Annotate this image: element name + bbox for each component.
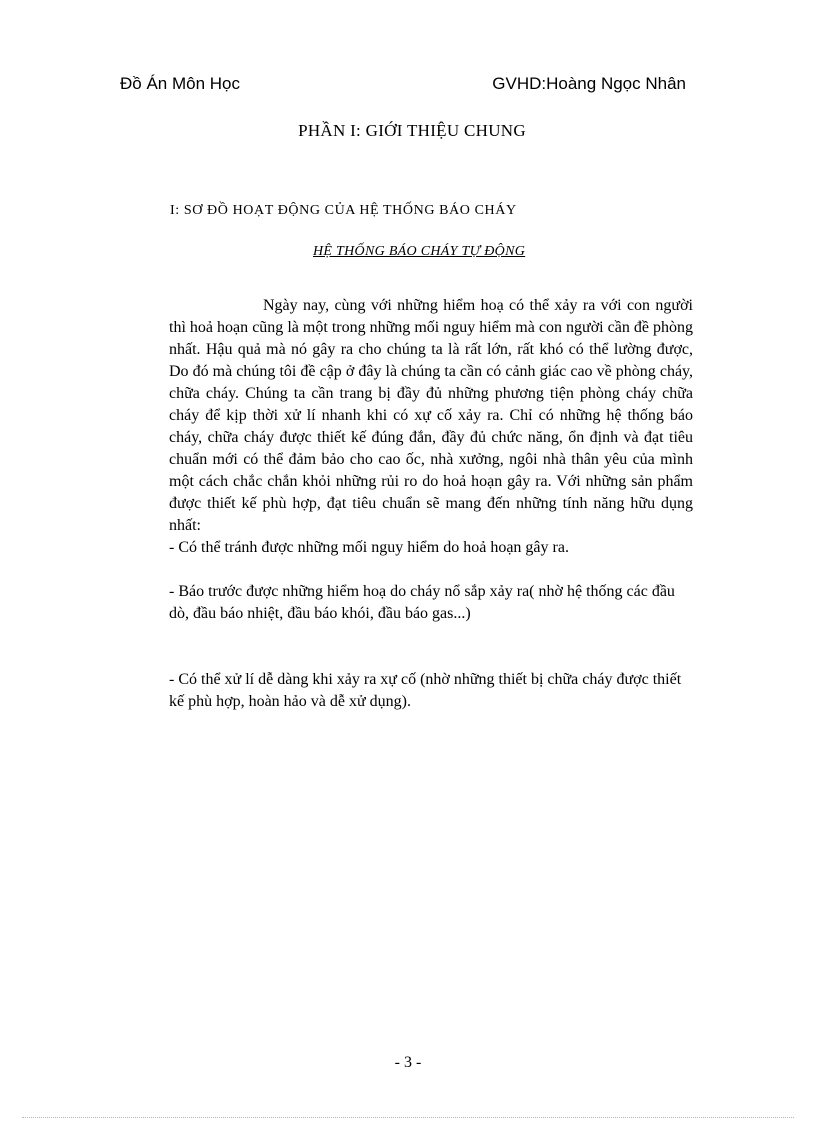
intro-paragraph: Ngày nay, cùng với những hiểm hoạ có thể xảy ra với con người thì hoả hoạn cũng là một trong những mối nguy hiểm mà con người cần đề phòng nhất. Hậu quả mà nó gây ra cho chúng ta là rất lớn, rất khó có thể lường được, Do đó mà chúng tôi đề cập ở đây là chúng ta cần có cảnh giác cao về phòng cháy, chữa cháy. Chúng ta cần trang bị đầy đủ những phương tiện phòng cháy chữa cháy để kịp thời xử lí nhanh khi có xự cố xảy ra. Chỉ có những hệ thống báo cháy, chữa cháy được thiết kế đúng đắn, đầy đủ chức năng, ổn định và đạt tiêu chuẩn mới có thể đảm bảo cho cao ốc, nhà xưởng, ngôi nhà thân yêu của mình một cách chắc chắn khỏi những rủi ro do hoả hoạn gây ra. Với những sản phẩm được thiết kế phù hợp, đạt tiêu chuẩn sẽ mang đến những tính năng hữu dụng nhất: bbox=[169, 297, 693, 534]
section-title: I: SƠ ĐỒ HOẠT ĐỘNG CỦA HỆ THỐNG BÁO CHÁY bbox=[170, 203, 517, 218]
page-number: - 3 - bbox=[394, 1054, 422, 1071]
page-header bbox=[120, 74, 688, 100]
bullet-item: - Có thể xử lí dễ dàng khi xảy ra xự cố (nhờ những thiết bị chữa cháy được thiết kế phù hợp, hoàn hảo và dễ xử dụng). bbox=[169, 671, 682, 710]
part-title: PHẦN I: GIỚI THIỆU CHUNG bbox=[298, 121, 526, 140]
body-text bbox=[169, 295, 693, 713]
subtitle: HỆ THỐNG BÁO CHÁY TỰ ĐỘNG bbox=[313, 244, 526, 259]
bullet-item: - Báo trước được những hiểm hoạ do cháy nổ sắp xảy ra( nhờ hệ thống các đầu dò, đầu báo nhiệt, đầu báo khói, đầu báo gas...) bbox=[169, 583, 675, 622]
header-course-title: Đồ Án Môn Học bbox=[120, 74, 240, 93]
header-instructor: GVHD:Hoàng Ngọc Nhân bbox=[492, 74, 686, 93]
page-bottom-divider bbox=[22, 1117, 794, 1118]
bullet-item: - Có thể tránh được những mối nguy hiểm do hoả hoạn gây ra. bbox=[169, 539, 569, 556]
